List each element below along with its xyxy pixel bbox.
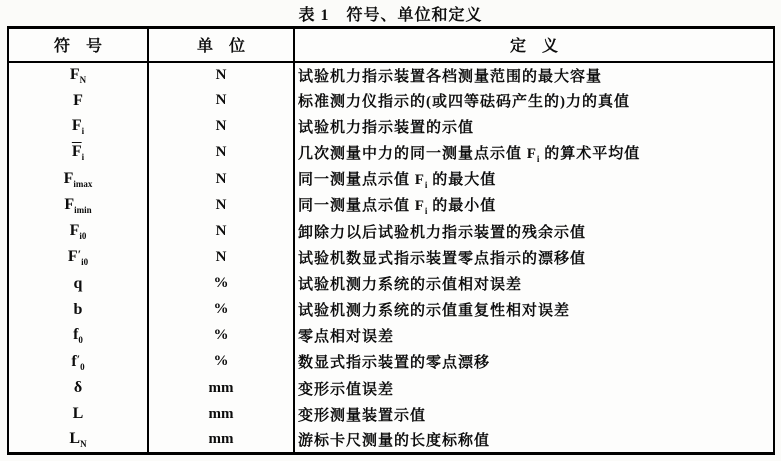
unit-cell: mm xyxy=(148,401,294,427)
symbol-cell: b xyxy=(73,300,83,318)
definition-cell: 试验机力指示装置的示值 xyxy=(298,120,475,137)
symbols-units-definitions-table xyxy=(7,26,775,455)
table-row xyxy=(8,244,774,270)
header-row xyxy=(8,28,774,62)
definition-cell: 变形示值误差 xyxy=(298,381,395,398)
header-symbol: 符 号 xyxy=(8,28,148,62)
definition-cell: 试验机力指示装置各档测量范围的最大容量 xyxy=(298,68,603,85)
table-row xyxy=(8,192,774,218)
unit-cell: N xyxy=(148,62,294,88)
table-row xyxy=(8,88,774,114)
symbol-cell: $F'_{i0}$ xyxy=(67,247,89,268)
table-header xyxy=(8,28,774,62)
unit-cell: N xyxy=(148,192,294,218)
symbol-cell: L xyxy=(72,405,84,423)
definition-cell: 同一测量点示值 $F_i$ 的最大值 xyxy=(298,172,497,191)
unit-cell: N xyxy=(148,244,294,270)
symbol-cell: $L_N$ xyxy=(69,430,87,450)
header-definition: 定 义 xyxy=(294,28,774,62)
unit-cell: N xyxy=(148,114,294,140)
unit-cell: mm xyxy=(148,427,294,453)
unit-cell: % xyxy=(148,271,294,297)
definition-cell: 试验机数显式指示装置零点指示的漂移值 xyxy=(298,250,587,267)
table-title: 表 1 符号、单位和定义 xyxy=(298,7,483,24)
table-row xyxy=(8,114,774,140)
definition-cell: 标准测力仪指示的(或四等砝码产生的)力的真值 xyxy=(298,94,630,111)
definition-cell: 数显式指示装置的零点漂移 xyxy=(298,355,491,372)
table-row xyxy=(8,297,774,323)
symbol-cell: $F_{i0}$ xyxy=(69,221,87,241)
symbol-cell: $F_i$ xyxy=(71,117,85,137)
table-row xyxy=(8,401,774,427)
unit-cell: N xyxy=(148,218,294,244)
symbol-cell: δ xyxy=(73,379,83,397)
symbol-cell: F xyxy=(73,91,83,109)
header-unit: 单 位 xyxy=(148,28,294,62)
table-body xyxy=(8,62,774,454)
table-row xyxy=(8,166,774,192)
table-row xyxy=(8,62,774,88)
unit-cell: % xyxy=(148,323,294,349)
unit-cell: mm xyxy=(148,375,294,401)
symbol-cell: $f_0$ xyxy=(73,326,83,346)
table-row xyxy=(8,271,774,297)
table-row xyxy=(8,349,774,375)
definition-cell: 零点相对误差 xyxy=(298,329,395,346)
definition-cell: 游标卡尺测量的长度标称值 xyxy=(298,433,491,450)
table-row xyxy=(8,140,774,166)
symbol-cell: $\overline{F}_i$ xyxy=(71,143,85,163)
definition-cell: 卸除力以后试验机力指示装置的残余示值 xyxy=(298,224,587,241)
unit-cell: % xyxy=(148,297,294,323)
table-row xyxy=(8,427,774,453)
unit-cell: N xyxy=(148,88,294,114)
unit-cell: N xyxy=(148,140,294,166)
symbol-cell: $F_{imin}$ xyxy=(64,195,92,215)
definition-cell: 几次测量中力的同一测量点示值 $F_i$ 的算术平均值 xyxy=(298,145,641,164)
symbol-cell: $f'_0$ xyxy=(71,351,85,372)
unit-cell: % xyxy=(148,349,294,375)
definition-cell: 试验机测力系统的示值相对误差 xyxy=(298,277,523,294)
symbol-cell: q xyxy=(73,274,83,292)
symbol-cell: $F_N$ xyxy=(69,65,87,85)
unit-cell: N xyxy=(148,166,294,192)
definition-cell: 同一测量点示值 $F_i$ 的最小值 xyxy=(298,198,497,217)
table-row xyxy=(8,323,774,349)
table-row xyxy=(8,218,774,244)
definition-cell: 试验机测力系统的示值重复性相对误差 xyxy=(298,303,571,320)
symbol-cell: $F_{imax}$ xyxy=(63,169,93,189)
table-row xyxy=(8,375,774,401)
definition-cell: 变形测量装置示值 xyxy=(298,407,427,424)
